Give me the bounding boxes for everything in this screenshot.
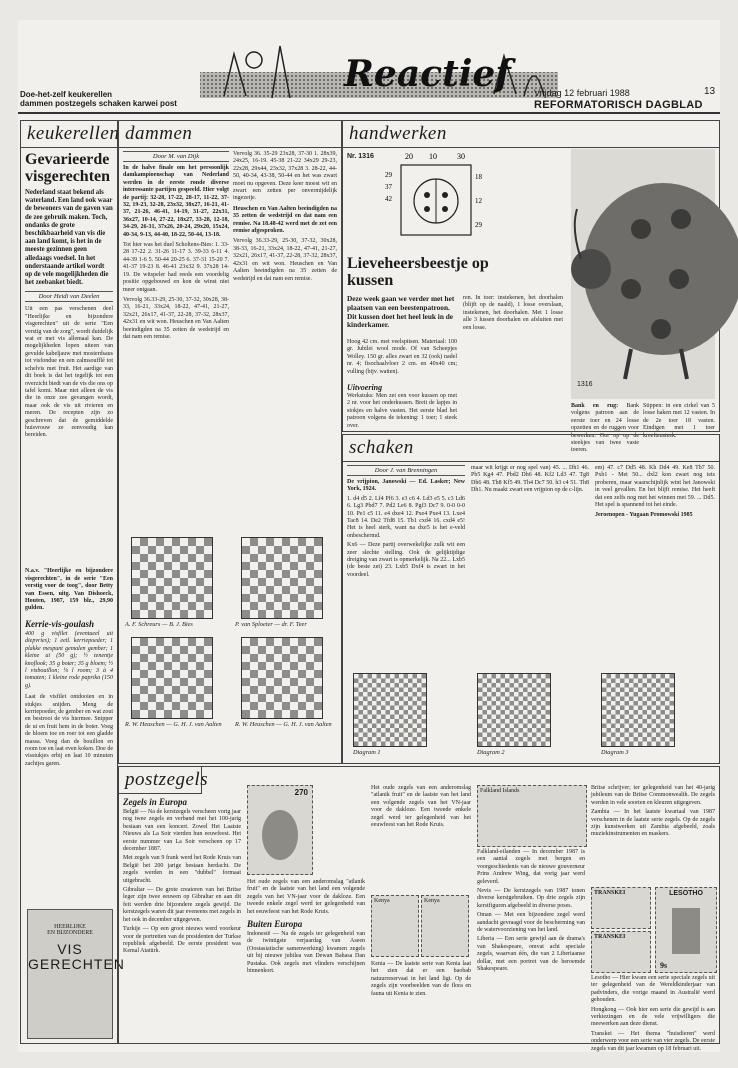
transkei-label-2: TRANSKEI xyxy=(594,934,626,940)
chess-caption-1: Diagram 1 xyxy=(353,749,381,756)
dammen-caption-1: A. F. Schreurs — B. J. Bies xyxy=(125,621,193,628)
buiten-europa-text: Indonesië — Na de zegels ter gelegenheid van de twintigste verjaardag van Aseen (Oostasiatische samenwerking) kwamen zegels uit bij nieuwe jubilea van Dewan Bahasa Dan Pustaka. Ook zegels met vlinders verschijnen binnenkort. xyxy=(247,931,365,975)
newspaper-page xyxy=(18,20,720,1052)
handwerken-title: Lieveheersbeestje op kussen xyxy=(347,255,489,289)
dammen-board-3 xyxy=(131,637,213,719)
masthead-tagline xyxy=(20,90,177,108)
lesotho-text: Lesotho — Hier kwam een serie speciale zegels uit ter gelegenheid van de Wereldkinderjaar van padvinders, die vorige maand in Australië werd gehouden. xyxy=(591,975,715,1004)
chess-diagram-1 xyxy=(353,673,427,747)
masthead-rule xyxy=(18,112,720,114)
postzegels-heading: postzegels xyxy=(119,767,202,794)
transkei-stamp-1 xyxy=(591,887,651,929)
lesotho-value: 9s xyxy=(660,961,668,970)
dammen-section xyxy=(118,120,342,764)
dammen-body-5: Heuschen en Van Aalten beeindigden na 35 zetten de wedstrijd en dat nam een remise. Na 18.48-42 werd met de zet een remise afgesproken. xyxy=(233,205,337,235)
lesotho-stamp xyxy=(655,887,717,973)
postzegels-col5-text: Britse schrijver; ter gelegenheid van het 40-jarig jubileum van de Britse Commonwealth. De zegels werden in vele soorten en kleuren uitgegeven. xyxy=(591,785,715,806)
reactief-logo xyxy=(194,34,564,104)
handwerken-materials: Hoog 42 cm. met veelspitsen. Materiaal: 100 gr. Jubilei wool mode. Of van Scheepjes Wolley. 150 gr. alles zwart en 32 (ook) nadel nr. 4; fisochaalvloer 2 cm. en 40x40 cm; vulling (bijv. watten). xyxy=(347,339,457,375)
logo-text: Reactief xyxy=(344,53,511,95)
book-cover-image xyxy=(27,909,125,1039)
book-cover-title: VIS GERECHTEN xyxy=(28,941,125,972)
nevis-text: Nevis — De kerstzegels van 1987 tonen diverse kerstgebruiken. Op drie zegels zijn kerstfiguren afgebeeld in diverse poses. xyxy=(477,888,585,909)
belgie-text: België — Na de kerstzegels verscheen vorig jaar nog twee zegels en verband met het 100-jarig bestaan van een koncert. Zowel Het Laatste Nieuws als La Soir vierden hun eeuwfeest. Het eerste nummer van La Soir verscheen op 17 december 1887. xyxy=(123,809,241,853)
transkei-label-1: TRANSKEI xyxy=(594,890,626,896)
stamp-portrait xyxy=(262,810,298,860)
kenya-label-1: Kenya xyxy=(374,898,390,904)
svg-text:18: 18 xyxy=(475,173,482,181)
lesotho-label: LESOTHO xyxy=(669,890,703,897)
kenia-text: Kenia — De laatste serie van Kenia laat het zien dat er een baobab natuurreservaat in het land ligt. Op de zegels zijn voorbeelden van de flora en fauna uit Kenia te zien. xyxy=(371,961,471,997)
turkije-text: Turkije — Op een groot nieuws werd voorkeur voor de portretten van de presidenten der Turkse republiek afgebeeld. De eerste president was Kemal Atatürk. xyxy=(123,926,241,955)
postzegels-col-2 xyxy=(247,879,365,1041)
stamp-value-1: 270 xyxy=(294,788,308,797)
keukerellen-title: Gevarieerde visgerechten xyxy=(25,151,111,185)
lesotho-figure xyxy=(672,908,700,954)
handwerken-subhead: Uitvoering xyxy=(347,383,383,392)
handwerken-heading: handwerken xyxy=(343,121,719,148)
falkland-stamp xyxy=(477,785,587,847)
buiten-europa-title: Buiten Europa xyxy=(247,919,303,930)
masthead xyxy=(18,20,720,112)
keukerellen-section xyxy=(20,120,125,1044)
svg-text:29: 29 xyxy=(385,171,392,179)
postzegels-col-6 xyxy=(591,975,715,1052)
book-cover-line-2: EN BIJZONDERE xyxy=(47,930,93,936)
postzegels-col-4 xyxy=(477,849,585,1041)
dammen-caption-2: P. van Sploeter — dr. F. Teer xyxy=(235,621,307,628)
postzegels-col2-text: Het oude zegels van een anderomslag "atlanik fruit" en de laatste van het land een volgende zegels van het VN-jaar voor de dakloze. Een tweede enkele zegel werd ter gelegenheid van het eeuwfeest van het Rode Kruis. xyxy=(247,879,365,915)
keukerellen-lead: Nederland staat bekend als waterland. Een land ook waar de bewoners van de gaven van de zee gebruik maken. Toch, ondanks de grote beschikbaarheid van vis die aan land komt, is het in de meeste gezinnen geen alledaags voedsel. In het onderstaande artikel wordt op de vele mogelijkheden die het zeebanket biedt. xyxy=(25,189,113,287)
handwerken-caption xyxy=(571,403,639,454)
svg-text:12: 12 xyxy=(475,197,482,205)
schaken-body-3: maar wit krijgt er nog spel van) 45. ... Dh1 46. Pb5 Kg4 47. Pbd2 Dh6 48. Kf2 Ld3 47. Tg8 Dh6 48. Th8 Kf5 49. Th4 Dc7 50. h3 c4 51. Th8 Dh1. Nu maakt zwart een vrijpion op de c-lijn. xyxy=(471,465,589,494)
paper-name: REFORMATORISCH DAGBLAD xyxy=(534,99,703,111)
schaken-event: De vrijpion, Janowski — Ed. Lasker; New York, 1924. xyxy=(347,479,465,493)
handwerken-lead: Deze week gaan we verder met het plaatsen van een beestenpatroon. Dit kussen doet het heel leuk in de kinderkamer. xyxy=(347,294,455,330)
postzegels-title: Zegels in Europa xyxy=(123,797,188,807)
dammen-heading: dammen xyxy=(119,121,341,148)
postzegels-col3-text: Het oude zegels van een anderomslag "atlanik fruit" en de laatste van het land een volgende zegels van het VN-jaar voor de dakloze. Een tweede enkele zegel werd ter gelegenheid van het eeuwfeest van het Rode Kruis. xyxy=(371,785,471,829)
kenya-stamp-2 xyxy=(421,895,469,957)
handwerken-body-3: ren. In toer: instekenen, het doorhalen (blijft op de naald), 1 losse overslaan, instekenen, het doorhalen. Met 1 losse alle 3 lussen doorhalen en afsluiten met een losse. xyxy=(463,295,563,331)
schaken-body-2: Kx6 — Deze partij overwekelijke zulk wit een zeer slechte stelling. Ook de gelijktijdige dreiging van zwart is opmerkelijk. Na 22... Lxb5 (de beste zet) 23. Lxb5 Dxf4 is zwart in het voordeel. xyxy=(347,542,465,578)
schaken-col-2 xyxy=(471,465,589,695)
schaken-section xyxy=(342,434,720,764)
postzegels-section xyxy=(118,766,720,1052)
dammen-intro: In de halve finale om het persoonlijk damkampioenschap van Nederland werden in de eerste ronde diverse interessante partijen gespeeld. Hier volgt de partij: 32-28, 17-22, 28-17, 11-22, 37-32, 19-23, 32-28, 23x32, 38x27, 16-21, 41-37, 21-26, 46-41, 14-19, 31-27, 22x31, 36x27, 10-14, 27-22, 18x27, 33-28, 12-18, 34-29, 26-31, 37x26, 20-24, 29x20, 15x24, 40-34, 9-13, 44-40, 18-22, 50-44, 13-18. xyxy=(123,165,229,238)
chess-diagram-2 xyxy=(477,673,551,747)
dammen-byline: Door M. van Dijk xyxy=(123,151,229,162)
tagline-line-2: dammen postzegels schaken karwei post xyxy=(20,99,177,108)
keukerellen-content xyxy=(25,151,125,1039)
handwerken-execution: Werkstuks: Men zet een voor kussen op met 2 nr. voor het onderkussen. Breit de lapjes in stokjes en halve vasten. Het eerste blad het patroon volgens de tekening: 1 toer; 1 steek over. xyxy=(347,393,457,429)
falkland-text: Falkland-eilanden — In december 1987 is een aantal zegels met bergen en voorgeschiedenis van de nieuwe gouverneur Prins Andrew Wing, dat vorig jaar werd geleverd. xyxy=(477,849,585,885)
falkland-label: Falkland Islands xyxy=(480,788,520,794)
dammen-col-2 xyxy=(233,151,337,531)
postzegels-col-5 xyxy=(591,785,715,885)
svg-text:30: 30 xyxy=(457,152,465,161)
svg-text:20: 20 xyxy=(405,152,413,161)
handwerken-stippen: Stippen: in een cirkel van 5 losse haken met 12 vasten. In de 2e toer 18 vasten. Eindigen met 1 toer kreeftensteek. xyxy=(643,403,715,439)
schaken-body-4: em) 47. c7 Dd5 48. Kh Dd4 49. Ke8 Tb7 50. Pxb1 - Met 50... dxl2 kon zwart nog iets proberen, maar waarschijnlijk wint het Janowski in veel gevallen. En het blijft remise. Het heeft dat een zelfs nog met het winnen met 59. ... Dd5. Het spel is spannend tot het einde. xyxy=(595,465,715,509)
svg-text:37: 37 xyxy=(385,183,392,191)
svg-text:29: 29 xyxy=(475,221,482,229)
ladybug-pattern-chart xyxy=(383,149,503,249)
oman-text: Oman — Met een bijzondere zegel werd aandacht gevraagd voor de bescherming van de watervoorziening van het land. xyxy=(477,912,585,934)
zambia-text: Zambia — In het laatste kwartaal van 1987 verschenen in de laatste serie zegels. Op de zegels zijn kunstwerken uit Zambia afgebeeld, zoals muziekinstrumenten en maskers. xyxy=(591,809,715,838)
book-cover-line-1: HEERLIJKE xyxy=(54,924,86,930)
dammen-body-3: Vervolg 36.33-29, 25-30, 37-32, 30x28, 38-33, 16-21, 33x24, 18-22, 47-41, 21-27, 32x21, 26x17, 41-37, 22-28, 37-32, 28x37, 42x31 en wit won. Heuschen en Van Aalten beeindigden na 35 zetten de wedstrijd en dat nam een remise. xyxy=(123,296,229,340)
dammen-body-6: Vervolg 36.33-29, 25-30, 37-32, 30x28, 38-33, 16-21, 33x24, 18-22, 47-41, 21-27, 32x21, 26x17, 41-37, 22-28, 37-32, 28x37, 42x31 en wit won. Heuschen en Van Aalten beeindigden na 35 zetten de wedstrijd en dat nam een remise. xyxy=(233,238,337,282)
recipe-method: Laat de visfilet ontdooien en in stukjes snijden. Meng de kerriepoeder, de gember en wat zout en bestrooi de vis hiermee. Snipper de ui en fruit hem in de boter. Voeg de bloem toe en roer tot een gladde massa. Voeg dan de bouillon en room toe en laat even koken. Doe de visstukjes erbij en laat 10 minuten zachtjes garen. xyxy=(25,694,113,767)
transkei-stamp-2 xyxy=(591,931,651,973)
kenya-stamp-1 xyxy=(371,895,419,957)
kenya-label-2: Kenya xyxy=(424,898,440,904)
schaken-jeroen: Jeroenopen - Yugaan Promowski 1985 xyxy=(595,512,693,519)
chess-diagram-3 xyxy=(601,673,675,747)
tagline-line-1: Doe-het-zelf keukerellen xyxy=(20,90,113,99)
dateline: Vrijdag 12 februari 1988 xyxy=(534,88,630,98)
postzegels-col-3 xyxy=(371,785,471,889)
recipe-title: Kerrie-vis-goulash xyxy=(25,618,95,629)
chess-caption-2: Diagram 2 xyxy=(477,749,505,756)
keukerellen-body: Uit een pas verschenen deel "Heerlijke en bijzondere visgerechten" uit de serie "Een verstig van de zorg", wordt duidelijk wat er met vis allemaal kan. De mogelijkheden lopen uiteen van gevulde kabeljauw met mosterdsaus tot visfondue en een zalmsoufflé tot schelvis met fruit. Het aardige van dit boek is dat het tegelijk tot een overzicht biedt van de vis die ons op tafel komt. Maar niet alleen de vis die in onze zee gevangen wordt, maar ook de vis uit rivieren en meren. De recepten zijn zo geschreven dat de gemiddelde huisvrouw ze eenvoudig kan bereiden. xyxy=(25,306,113,439)
photo-label: 1316 xyxy=(577,381,593,388)
dammen-board-2 xyxy=(241,537,323,619)
keukerellen-heading: keukerellen xyxy=(21,121,117,148)
dammen-body-4: Vervolg 36. 35-29 23x28, 37-30 1. 28x39, 24x25, 16-19. 45-38 21-22 34x29 29-23, 22x28, 29x44, 23x32, 37x28 3. 28-22, 44-50, 40-34, 43-38, 50-44 en het was zwart moet nu opgeven. Deze keer moest wit en zwart een zetten per onvermijdelijk ingezetje. xyxy=(233,151,337,202)
caption-title: Bank en rug: xyxy=(571,403,619,409)
belgie-text-2: Met zegels van 9 frank werd het Rode Kruis van België het 200 jarige bestaan herdacht. De zegels werden in een "dubbel" formaat uitgebracht. xyxy=(123,855,241,884)
dammen-body-2: Tot hier was het duel Scholtens-Bies: 1. 33-28 17-22 2. 31-26 11-17 3. 39-33 6-11 4. 44-39 1-6 5. 50-44 20-25 6. 37-31 15-20 7. 41-37 19-23 8. 46-41 23x32 9. 37x28 14-19. De witspeler had reeds een voordelig positie opgebouwd en kon de winst niet meer ontgaan. xyxy=(123,242,229,293)
svg-text:42: 42 xyxy=(385,195,392,203)
dammen-board-4 xyxy=(241,637,323,719)
chess-caption-3: Diagram 3 xyxy=(601,749,629,756)
keukerellen-byline: Door Heidi van Deelen xyxy=(25,291,113,302)
keukerellen-book-note: N.a.v. "Heerlijke en bijzondere visgerechten", in de serie "Een verstig voor de toog", door Betty van Essen, uitg. Van Dishoeck, Houten, 1987, 159 blz., 29,90 gulden. xyxy=(25,568,113,612)
dammen-col-1 xyxy=(123,151,229,531)
recipe-ingredients: 400 g visfilet (eventueel uit diepvries); 1 eetl. kerriepoeder; 1 plakke mespunt gemalen gember; 1 kleine ui (50 g); ½ tenentje knoflook; 35 g boter; 35 g bloem; ½ l visbouillon; ¼ l room; 3 à 4 tomaten; 1 kleine rode paprika (150 g). xyxy=(25,630,113,689)
caption-text: Bank volgens patroon aan de eerste toer en 24 losse opzetten en de ruggen voor bewerken. Oor op op de steekjes van twee vaste toeren. xyxy=(571,403,639,454)
postzegels-col-1 xyxy=(123,797,241,1041)
gibraltar-text: Gibraltar — De grote creatoren van het Britse leger zijn twee eeuwen op Gibraltar en aan dit feit werden drie bijzondere zegels gewijd. De kerstzegels waren dit jaar eveneens met zegels in het ook in december uitgegeven. xyxy=(123,887,241,923)
svg-text:10: 10 xyxy=(429,152,437,161)
ladybug-cushion-photo xyxy=(571,149,715,399)
schaken-col-3 xyxy=(595,465,715,695)
transkei-text: Transkei — Het thema "huisdieren" werd onderwerp voor een serie van vier zegels. De eerste zegels van dit jaar kwamen op 18 februari uit. xyxy=(591,1030,715,1052)
hongkong-text: Hongkong — Ook hier een serie die gewijd is aan verkiezingen en de vele vrijwilligers die meewerken aan deze dienst. xyxy=(591,1006,715,1028)
liberia-text: Liberia — Een serie gewijd aan de drama's van Shakespeare, omvat acht speciale zegels, waarvan één, die van 2 Liberiaanse dollar, met een portret van de beroemde Shakespeare. xyxy=(477,936,585,973)
dammen-caption-3: R. W. Heuschen — G. H. J. van Aalten xyxy=(125,721,222,728)
schaken-moves: 1. d4 d5 2. Lf4 Pf6 3. e3 c6 4. Ld3 e5 5. c3 Ld6 6. Lg3 Pbd7 7. Pd2 Le6 8. Pgf3 Dc7 9. 0-0 0-0 10. Pe1 c5 11. e4 dxe4 12. Pxe4 Pxe4 13. Lxe4 Tac8 14. De2 Tfd8 15. Tb1 cxd4 16. cxd4 e5! Het is heel sterk, want na dxe5 is het e-veld onbeschermd. xyxy=(347,495,465,539)
schaken-col-1 xyxy=(347,465,465,695)
schaken-byline: Door J. van Brenningen xyxy=(347,465,465,476)
schaken-heading: schaken xyxy=(343,435,719,462)
dammen-caption-4: R. W. Heuschen — G. H. J. van Aalten xyxy=(235,721,332,728)
stamp-image-1 xyxy=(247,785,313,875)
page-number: 13 xyxy=(704,86,716,97)
dammen-board-1 xyxy=(131,537,213,619)
pattern-number: Nr. 1316 xyxy=(347,153,374,160)
